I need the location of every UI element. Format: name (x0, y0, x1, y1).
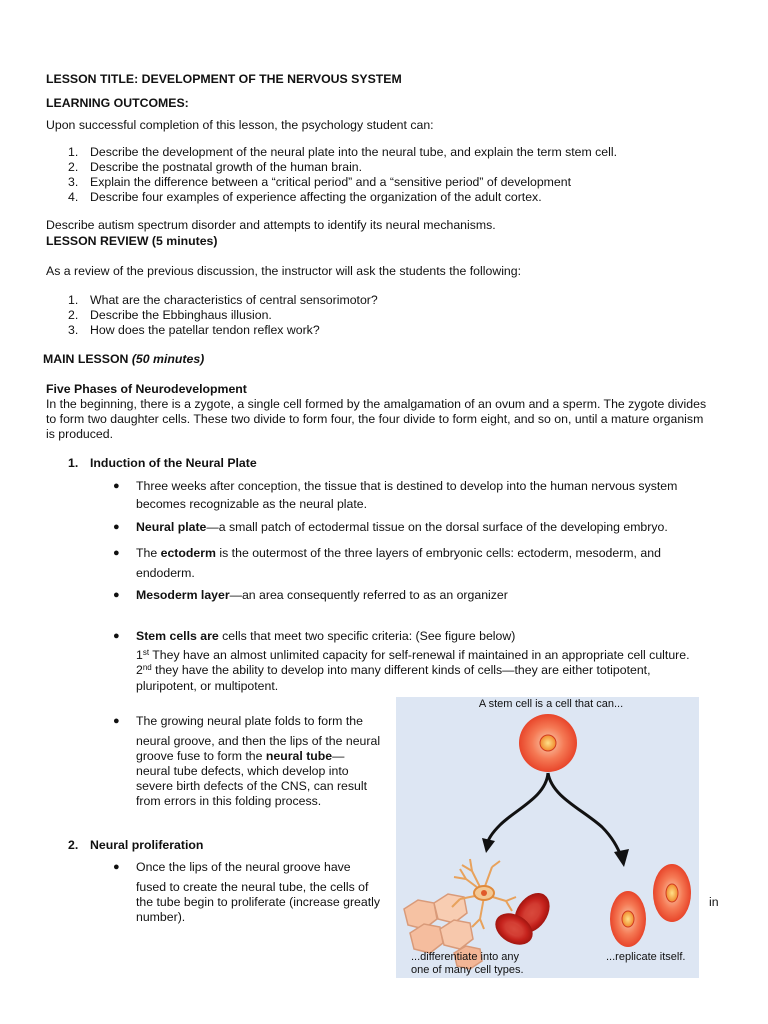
replicated-cells-icon (610, 864, 691, 947)
bullet-icon: ● (113, 589, 120, 601)
list-number: 2. (68, 308, 79, 322)
bullet-stem-cells (136, 629, 515, 644)
review-heading: LESSON REVIEW (5 minutes) (46, 234, 218, 248)
outcomes-intro: Upon successful completion of this lesson, the psychology student can: (46, 118, 434, 132)
list-item: Describe the Ebbinghaus illusion. (90, 308, 272, 322)
bullet-neural-tube (136, 749, 344, 764)
definition: —an area consequently referred to as an organizer (229, 588, 508, 602)
bullet-text: pluripotent, or multipotent. (136, 679, 279, 693)
bullet-text: becomes recognizable as the neural plate. (136, 497, 368, 511)
definition: cells that meet two specific criteria: (See figure below) (218, 629, 516, 643)
review-intro: As a review of the previous discussion, the instructor will ask the students the following: (46, 264, 522, 278)
list-item: Describe four examples of experience affecting the organization of the adult cortex. (90, 190, 542, 204)
section-number: 2. (68, 838, 79, 852)
ordinal-suffix: st (142, 648, 150, 657)
bullet-text: neural tube defects, which develop into (136, 764, 349, 778)
section-number: 1. (68, 456, 79, 470)
phases-line: In the beginning, there is a zygote, a single cell formed by the amalgamation of an ovum and a sperm. The zygote divides (46, 397, 707, 411)
ordinal-number: 1 (136, 648, 143, 662)
bullet-text: number). (136, 910, 186, 924)
bullet-text: from errors in this folding process. (136, 794, 322, 808)
list-item: What are the characteristics of central sensorimotor? (90, 293, 378, 307)
main-lesson-heading (43, 352, 204, 367)
list-number: 3. (68, 323, 79, 337)
phases-line: to form two daughter cells. These two divide to form four, the four divide to form eight, and so on, until a mature organism (46, 412, 704, 426)
bullet-text: Three weeks after conception, the tissue that is destined to develop into the human nervous system (136, 479, 678, 493)
term: Mesoderm layer (136, 588, 230, 602)
bullet-text: severe birth defects of the CNS, can result (136, 779, 368, 793)
ordinal-number: 2 (136, 663, 143, 677)
prefix: groove fuse to form the (136, 749, 266, 763)
arrow-left-icon (486, 773, 548, 847)
arrowhead-left-icon (482, 838, 495, 853)
term: neural tube (265, 749, 333, 763)
bullet-text: the tube begin to proliferate (increase greatly (136, 895, 381, 909)
list-number: 1. (68, 145, 79, 159)
figure-caption-top: A stem cell is a cell that can... (478, 698, 624, 710)
bullet-icon: ● (113, 521, 120, 533)
figure-caption-left-1: ...differentiate into any (411, 951, 520, 963)
bullet-text: endoderm. (136, 566, 195, 580)
prefix: The (136, 546, 161, 560)
red-blood-cells-icon (490, 886, 557, 951)
bullet-text: The growing neural plate folds to form the (136, 714, 363, 728)
phases-line: is produced. (46, 427, 113, 441)
lesson-title: LESSON TITLE: DEVELOPMENT OF THE NERVOUS SYSTEM (46, 72, 402, 86)
list-number: 4. (68, 190, 79, 204)
criterion-1 (136, 648, 690, 663)
list-item: How does the patellar tendon reflex work? (90, 323, 320, 337)
bullet-text: Once the lips of the neural groove have (136, 860, 351, 874)
outcomes-heading: LEARNING OUTCOMES: (46, 96, 189, 110)
bullet-text: neural groove, and then the lips of the neural (136, 734, 381, 748)
bullet-icon: ● (113, 480, 120, 492)
main-heading-text: MAIN LESSON (43, 352, 132, 366)
term: Neural plate (136, 520, 207, 534)
ordinal-suffix: nd (142, 663, 152, 672)
definition: —a small patch of ectodermal tissue on the dorsal surface of the developing embryo. (206, 520, 668, 534)
figure-caption-right: ...replicate itself. (606, 951, 686, 963)
definition: is the outermost of the three layers of embryonic cells: ectoderm, mesoderm, and (215, 546, 661, 560)
section-title: Neural proliferation (90, 838, 204, 852)
bullet-neural-plate (136, 520, 668, 535)
bullet-icon: ● (113, 547, 120, 559)
bullet-icon: ● (113, 861, 120, 873)
dash: — (332, 749, 345, 763)
section-title: Induction of the Neural Plate (90, 456, 257, 470)
bullet-mesoderm (136, 588, 508, 603)
list-number: 3. (68, 175, 79, 189)
arrow-right-icon (548, 773, 622, 859)
term: ectoderm (160, 546, 216, 560)
list-number: 2. (68, 160, 79, 174)
autism-line: Describe autism spectrum disorder and attempts to identify its neural mechanisms. (46, 218, 496, 232)
bullet-icon: ● (113, 630, 120, 642)
main-heading-duration: (50 minutes) (131, 352, 205, 366)
bullet-ectoderm (136, 546, 661, 561)
list-number: 1. (68, 293, 79, 307)
term: Stem cells are (136, 629, 219, 643)
stem-cell-illustration (396, 697, 699, 978)
list-item: Explain the difference between a “critical period” and a “sensitive period” of development (90, 175, 571, 189)
list-item: Describe the postnatal growth of the human brain. (90, 160, 363, 174)
phases-heading: Five Phases of Neurodevelopment (46, 382, 247, 396)
bullet-text-tail: in (709, 895, 719, 909)
arrowhead-right-icon (614, 849, 629, 867)
list-item: Describe the development of the neural plate into the neural tube, and explain the term stem cell. (90, 145, 618, 159)
criterion-text: They have an almost unlimited capacity for self-renewal if maintained in an appropriate cell culture. (149, 648, 690, 662)
figure-caption-left-2: one of many cell types. (411, 964, 524, 976)
stem-cell-figure (396, 697, 699, 978)
criterion-2 (136, 663, 651, 678)
bullet-icon: ● (113, 715, 120, 727)
bullet-text: fused to create the neural tube, the cells of (136, 880, 369, 894)
stem-cell-icon (519, 714, 577, 772)
criterion-text: they have the ability to develop into many different kinds of cells—they are either totipotent, (151, 663, 651, 677)
